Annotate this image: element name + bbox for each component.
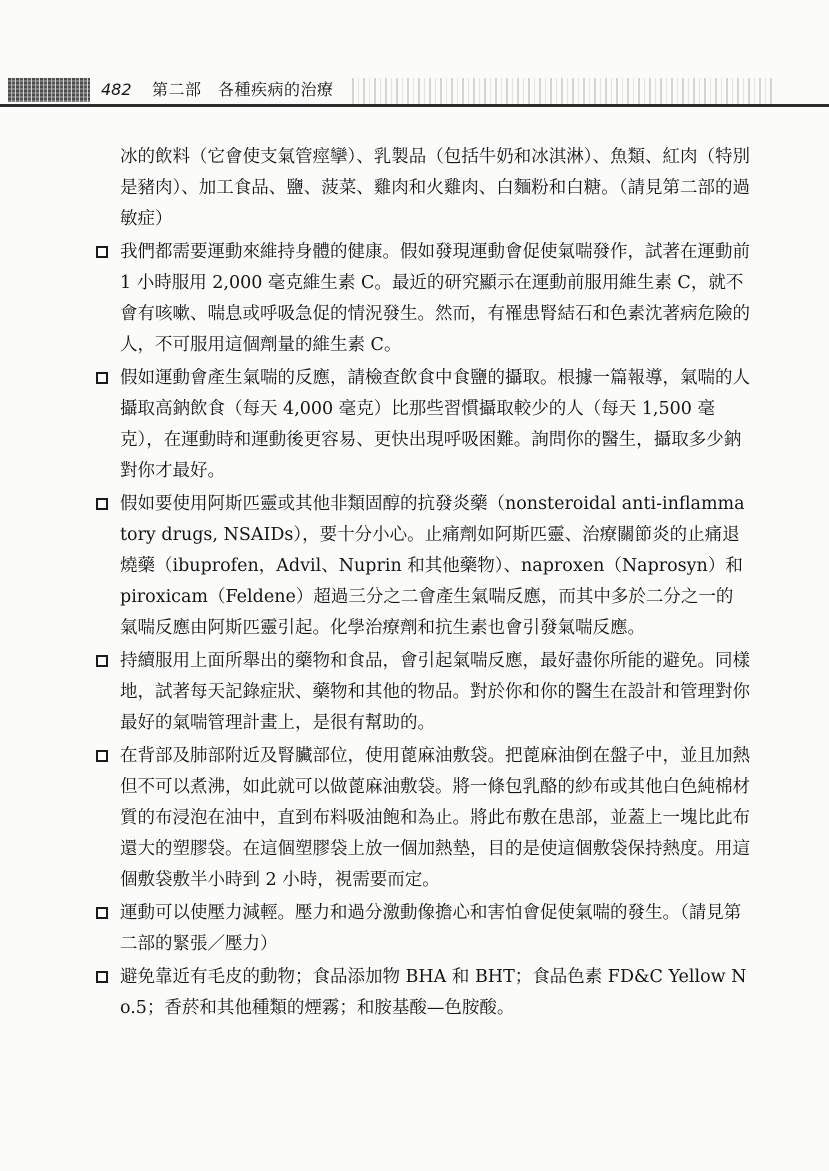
list-item-text: 在背部及肺部附近及腎臟部位，使用蓖麻油敷袋。把蓖麻油倒在盤子中，並且加熱但不可以煮沸，如此就可以做蓖麻油敷袋。將一條包乳酪的紗布或其他白色純棉材質的布浸泡在油中，直到布料吸油飽和為止。將此布敷在患部，並蓋上一塊比此布還大的塑膠袋。在這個塑膠袋上放一個加熱墊，目的是使這個敷袋保持熱度。用這個敷袋敷半小時到 2 小時，視需要而定。 bbox=[120, 746, 750, 890]
list-item-text: 避免靠近有毛皮的動物；食品添加物 BHA 和 BHT；食品色素 FD&C Yellow No.5；香菸和其他種類的煙霧；和胺基酸—色胺酸。 bbox=[120, 967, 747, 1018]
list-item-text: 持續服用上面所舉出的藥物和食品，會引起氣喘反應，最好盡你所能的避免。同樣地，試著每天記錄症狀、藥物和其他的物品。對於你和你的醫生在設計和管理對你最好的氣喘管理計畫上，是很有幫助的。 bbox=[120, 651, 750, 733]
list-item bbox=[120, 489, 750, 644]
list-item bbox=[120, 741, 750, 896]
intro-paragraph bbox=[120, 142, 750, 235]
header-decoration-block bbox=[8, 78, 90, 102]
list-item bbox=[120, 237, 750, 361]
checkbox-icon bbox=[96, 372, 108, 384]
checkbox-icon bbox=[96, 655, 108, 667]
list-item-text: 假如要使用阿斯匹靈或其他非類固醇的抗發炎藥（nonsteroidal anti-inflammatory drugs, NSAIDs），要十分小心。止痛劑如阿斯匹靈、治療關節炎的止痛退燒藥（ibuprofen，Advil、Nuprin 和其他藥物）、naproxen（Naprosyn）和 piroxicam（Feldene）超過三分之二會產生氣喘反應，而其中多於二分之一的氣喘反應由阿斯匹靈引起。化學治療劑和抗生素也會引發氣喘反應。 bbox=[120, 494, 745, 638]
list-item bbox=[120, 646, 750, 739]
page-number: 482 bbox=[101, 80, 132, 99]
list-item-text: 我們都需要運動來維持身體的健康。假如發現運動會促使氣喘發作，試著在運動前 1 小時服用 2,000 毫克維生素 C。最近的研究顯示在運動前服用維生素 C，就不會有咳嗽、喘息或呼吸急促的情況發生。然而，有罹患腎結石和色素沈著病危險的人，不可服用這個劑量的維生素 C。 bbox=[120, 242, 750, 355]
list-item-text: 運動可以使壓力減輕。壓力和過分激動像擔心和害怕會促使氣喘的發生。（請見第二部的緊張／壓力） bbox=[120, 903, 742, 954]
header-rule bbox=[0, 104, 829, 107]
page-body bbox=[0, 142, 829, 1026]
checkbox-icon bbox=[96, 498, 108, 510]
chapter-title: 第二部 各種疾病的治療 bbox=[152, 80, 334, 99]
list-item bbox=[120, 363, 750, 487]
checkbox-icon bbox=[96, 907, 108, 919]
list-item bbox=[120, 898, 750, 960]
list-item bbox=[120, 962, 750, 1024]
list-item-text: 假如運動會產生氣喘的反應，請檢查飲食中食鹽的攝取。根據一篇報導，氣喘的人攝取高鈉飲食（每天 4,000 毫克）比那些習慣攝取較少的人（每天 1,500 毫克），在運動時和運動後更容易、更快出現呼吸困難。詢問你的醫生，攝取多少鈉對你才最好。 bbox=[120, 368, 750, 481]
checkbox-icon bbox=[96, 750, 108, 762]
intro-text: 冰的飲料（它會使支氣管痙攣）、乳製品（包括牛奶和冰淇淋）、魚類、紅肉（特別是豬肉）、加工食品、鹽、菠菜、雞肉和火雞肉、白麵粉和白糖。（請見第二部的過敏症） bbox=[120, 147, 750, 229]
checkbox-icon bbox=[96, 971, 108, 983]
header-scan-noise bbox=[352, 78, 772, 104]
page-header bbox=[0, 70, 829, 110]
checkbox-icon bbox=[96, 246, 108, 258]
